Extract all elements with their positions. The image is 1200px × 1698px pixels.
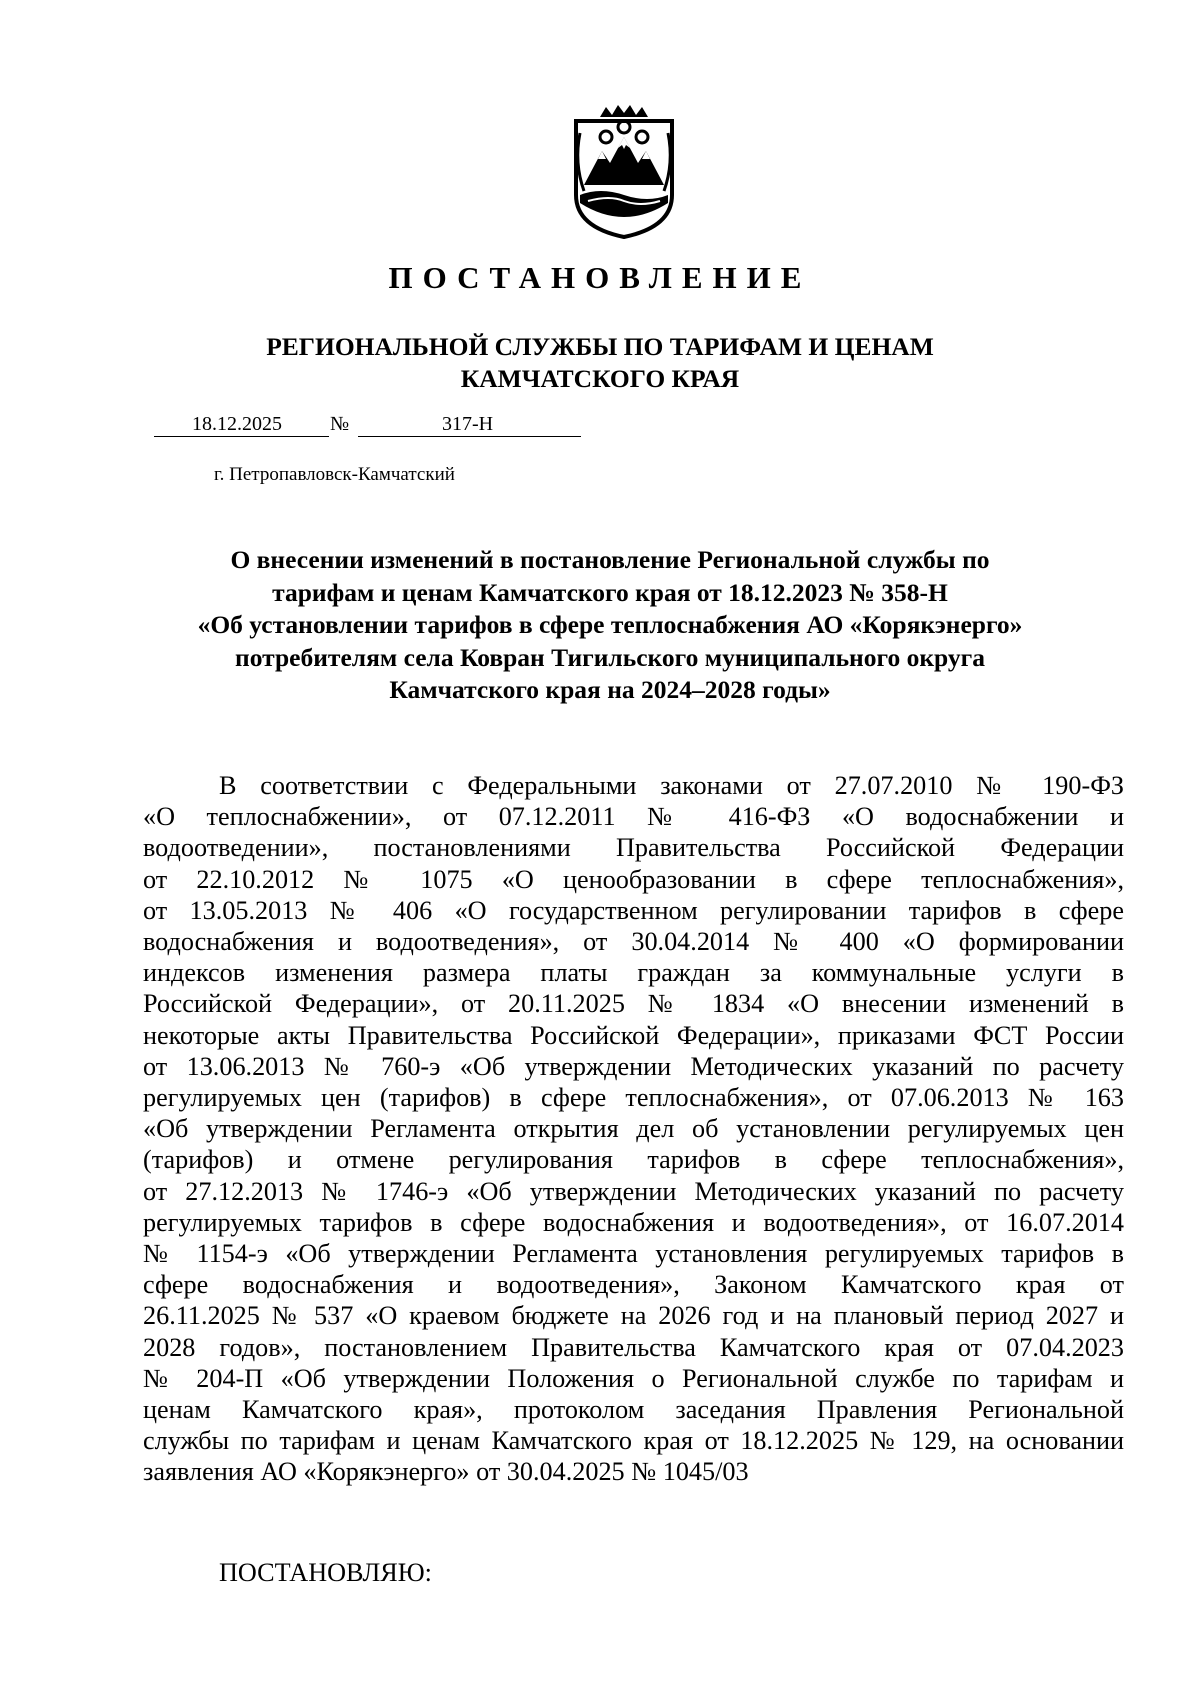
body-line: регулируемых тарифов в сфере водоснабжения и водоотведения», от 16.07.2014 (143, 1207, 1124, 1237)
preamble-paragraph (143, 770, 1124, 1488)
body-line: некоторые акты Правительства Российской Федерации», приказами ФСТ России (143, 1020, 1124, 1050)
title-line: Камчатского края на 2024–2028 годы» (389, 675, 831, 704)
body-line: индексов изменения размера платы граждан за коммунальные услуги в (143, 958, 1124, 988)
coat-of-arms-icon (570, 103, 678, 240)
resolution-word: ПОСТАНОВЛЯЮ: (219, 1558, 432, 1587)
body-line: ценам Камчатского края», протоколом заседания Правления Региональной (143, 1395, 1124, 1425)
body-line: № 1154-э «Об утверждении Регламента установления регулируемых тарифов в (143, 1239, 1124, 1269)
body-line: от 13.06.2013 № 760-э «Об утверждении Методических указаний по расчету (143, 1051, 1124, 1081)
body-line: № 204-П «Об утверждении Положения о Региональной службе по тарифам и (143, 1363, 1124, 1393)
body-line: «О теплоснабжении», от 07.12.2011 № 416-ФЗ «О водоснабжении и (143, 802, 1124, 832)
document-number: 317-Н (358, 412, 581, 437)
body-line: В соответствии с Федеральными законами от 27.07.2010 № 190-ФЗ (219, 771, 1124, 800)
document-title (130, 544, 1090, 707)
title-line: тарифам и ценам Камчатского края от 18.12.2023 № 358-Н (272, 577, 948, 607)
body-line: службы по тарифам и ценам Камчатского края от 18.12.2025 № 129, на основании (143, 1426, 1124, 1456)
title-line: О внесении изменений в постановление Региональной службы по (230, 545, 990, 574)
issuing-authority (0, 331, 1200, 395)
title-line: «Об установлении тарифов в сфере теплоснабжения АО «Корякэнерго» (197, 610, 1023, 639)
body-line: сфере водоснабжения и водоотведения», Законом Камчатского края от (143, 1270, 1124, 1300)
body-line: регулируемых цен (тарифов) в сфере теплоснабжения», от 07.06.2013 № 163 (143, 1083, 1124, 1113)
authority-line: КАМЧАТСКОГО КРАЯ (460, 364, 740, 393)
body-line: водоотведении», постановлениями Правительства Российской Федерации (143, 833, 1124, 863)
number-label: № (330, 413, 350, 435)
body-line: заявления АО «Корякэнерго» от 30.04.2025 № 1045/03 (143, 1457, 749, 1487)
authority-line: РЕГИОНАЛЬНОЙ СЛУЖБЫ ПО ТАРИФАМ И ЦЕНАМ (266, 332, 934, 361)
body-line: «Об утверждении Регламента открытия дел об установлении регулируемых цен (143, 1114, 1124, 1144)
body-line: (тарифов) и отмене регулирования тарифов в сфере теплоснабжения», (143, 1145, 1124, 1175)
body-line: 26.11.2025 № 537 «О краевом бюджете на 2026 год и на плановый период 2027 и (143, 1301, 1124, 1331)
body-line: водоснабжения и водоотведения», от 30.04.2014 № 400 «О формировании (143, 927, 1124, 957)
body-line: от 22.10.2012 № 1075 «О ценообразовании в сфере теплоснабжения», (143, 864, 1124, 894)
body-line: от 27.12.2013 № 1746-э «Об утверждении Методических указаний по расчету (143, 1176, 1124, 1206)
document-type-heading: ПОСТАНОВЛЕНИЕ (388, 260, 812, 295)
body-line: 2028 годов», постановлением Правительства Камчатского края от 07.04.2023 (143, 1332, 1124, 1362)
title-line: потребителям села Ковран Тигильского муниципального округа (235, 642, 985, 672)
document-date: 18.12.2025 (154, 412, 329, 437)
city-of-issue: г. Петропавловск-Камчатский (214, 464, 455, 485)
body-line: от 13.05.2013 № 406 «О государственном регулировании тарифов в сфере (143, 895, 1124, 925)
body-line: Российской Федерации», от 20.11.2025 № 1834 «О внесении изменений в (143, 989, 1124, 1019)
